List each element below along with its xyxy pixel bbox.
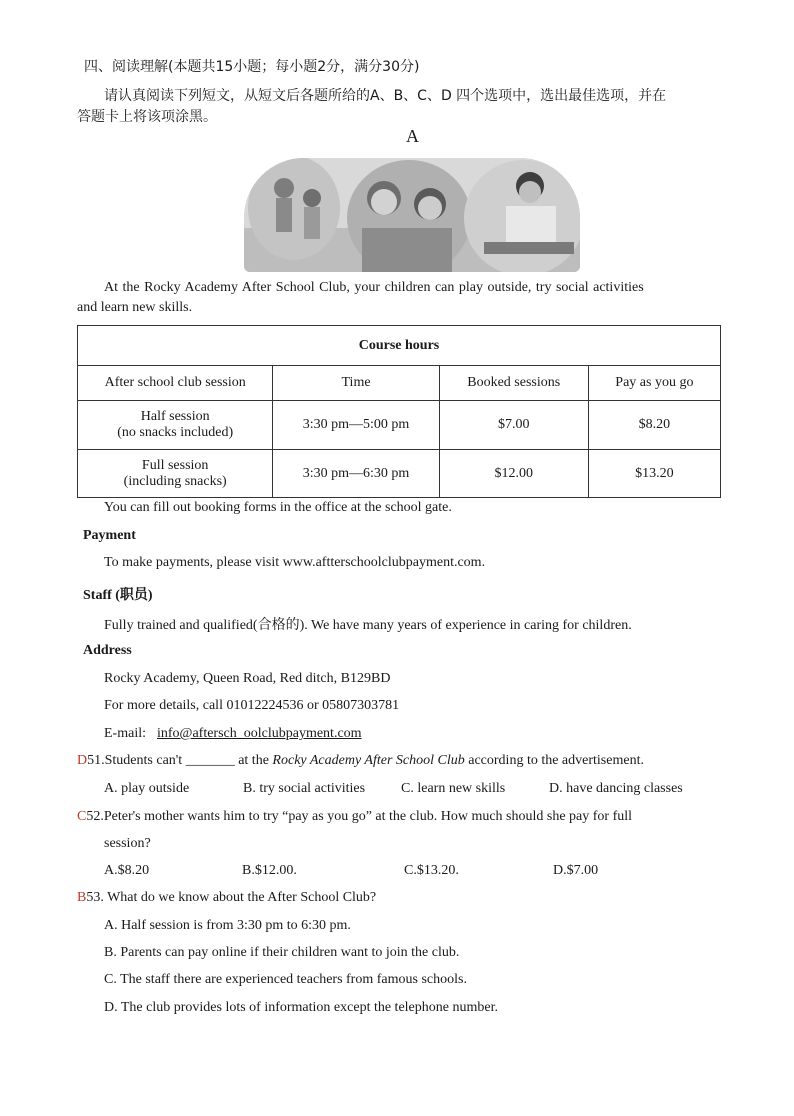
session-note: (including snacks) bbox=[123, 473, 227, 489]
table-row bbox=[78, 401, 721, 450]
table-header-session: After school club session bbox=[78, 366, 273, 401]
option-a: A. play outside bbox=[104, 781, 190, 796]
table-cell-payg: $8.20 bbox=[588, 401, 720, 450]
address-line-1: Rocky Academy, Queen Road, Red ditch, B129BD bbox=[104, 671, 391, 686]
instruction-line-1: 请认真阅读下列短文，从短文后各题所给的A、B、C、D 四个选项中，选出最佳选项，并在 bbox=[104, 88, 667, 104]
blank: _______ bbox=[185, 753, 235, 768]
payment-heading: Payment bbox=[83, 528, 136, 543]
question-51 bbox=[77, 753, 644, 769]
option-d: D.$7.00 bbox=[553, 863, 599, 878]
staff-text: Fully trained and qualified(合格的). We have many years of experience in caring for children. bbox=[104, 618, 632, 633]
table-header-time: Time bbox=[273, 366, 439, 401]
table-header-booked: Booked sessions bbox=[439, 366, 588, 401]
photo-collage-icon bbox=[244, 158, 580, 272]
table-cell-booked: $7.00 bbox=[439, 401, 588, 450]
passage-label: A bbox=[406, 126, 419, 146]
section-heading: 四、阅读理解(本题共15小题；每小题2分，满分30分) bbox=[84, 59, 420, 75]
question-text: 52.Peter's mother wants him to try “pay as you go” at the club. How much should she pay for full bbox=[86, 809, 633, 824]
email-label: E-mail: bbox=[104, 726, 146, 741]
table-cell-session bbox=[78, 450, 273, 498]
table-cell-booked: $12.00 bbox=[439, 450, 588, 498]
course-hours-table bbox=[77, 325, 721, 498]
question-52-line-2: session? bbox=[104, 836, 151, 851]
intro-line-1: At the Rocky Academy After School Club, your children can play outside, try social activities bbox=[104, 280, 644, 295]
question-text: according to the advertisement. bbox=[468, 753, 644, 768]
question-text: at the bbox=[238, 753, 269, 768]
option-c: C. learn new skills bbox=[401, 781, 506, 796]
session-name: Half session bbox=[140, 409, 210, 424]
table-title: Course hours bbox=[78, 326, 721, 366]
table-cell-time: 3:30 pm—6:30 pm bbox=[273, 450, 439, 498]
option-d: D. The club provides lots of information except the telephone number. bbox=[104, 1000, 498, 1015]
table-cell-time: 3:30 pm—5:00 pm bbox=[273, 401, 439, 450]
option-b: B. Parents can pay online if their children want to join the club. bbox=[104, 945, 460, 960]
table-cell-session bbox=[78, 401, 273, 450]
intro-line-2: and learn new skills. bbox=[77, 300, 193, 315]
answer-mark: C bbox=[77, 809, 87, 824]
booking-note: You can fill out booking forms in the office at the school gate. bbox=[104, 500, 452, 515]
payment-text: To make payments, please visit www.aftterschoolclubpayment.com. bbox=[104, 555, 486, 570]
address-heading: Address bbox=[83, 643, 132, 658]
answer-mark: D bbox=[77, 753, 88, 768]
option-b: B. try social activities bbox=[243, 781, 366, 796]
table-cell-payg: $13.20 bbox=[588, 450, 720, 498]
option-d: D. have dancing classes bbox=[549, 781, 683, 796]
option-b: B.$12.00. bbox=[242, 863, 297, 878]
session-note: (no snacks included) bbox=[117, 425, 234, 440]
table-row bbox=[78, 450, 721, 498]
answer-mark: B bbox=[77, 890, 87, 905]
question-text: 53. What do we know about the After School Club? bbox=[86, 890, 377, 905]
question-52 bbox=[77, 809, 632, 825]
question-text: 51.Students can't bbox=[87, 753, 183, 768]
staff-heading: Staff (职员) bbox=[83, 588, 153, 603]
club-name: Rocky Academy After School Club bbox=[272, 753, 465, 768]
instruction-line-2: 答题卡上将该项涂黑。 bbox=[77, 109, 217, 125]
option-a: A.$8.20 bbox=[104, 863, 150, 878]
address-line-2: For more details, call 01012224536 or 05807303781 bbox=[104, 698, 400, 713]
option-c: C. The staff there are experienced teachers from famous schools. bbox=[104, 972, 467, 987]
email-link[interactable]: info@aftersch_oolclubpayment.com bbox=[157, 726, 362, 741]
question-53 bbox=[77, 890, 376, 906]
option-a: A. Half session is from 3:30 pm to 6:30 pm. bbox=[104, 918, 351, 933]
option-c: C.$13.20. bbox=[404, 863, 459, 878]
table-header-payg: Pay as you go bbox=[588, 366, 720, 401]
session-name: Full session bbox=[141, 457, 209, 473]
